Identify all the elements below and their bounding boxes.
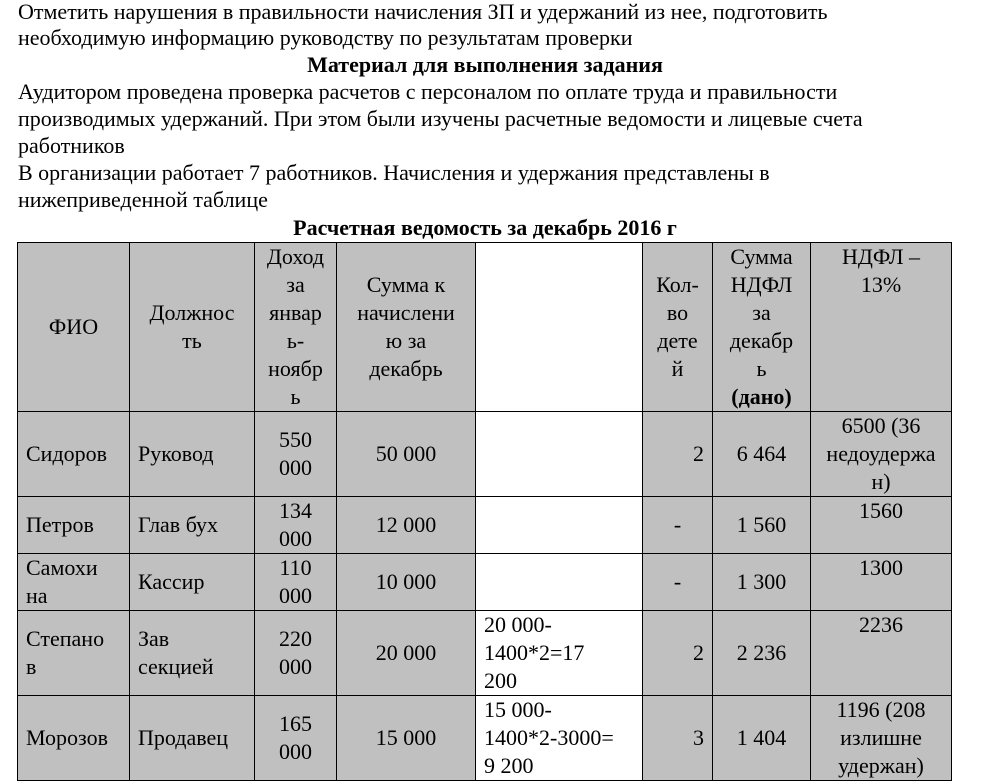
cell-fio: Морозов: [18, 696, 130, 781]
cell-position: Глав бух: [130, 497, 255, 554]
table-row: [18, 497, 952, 554]
cell-ndfl-13: 6500 (36 недоудержа н): [811, 412, 952, 497]
cell-income: 220 000: [255, 611, 337, 696]
header-ndfl-december: Сумма НДФЛ за декабр ь (дано): [713, 243, 811, 412]
intro-line-6: В организации работает 7 работников. Начисления и удержания представлены в: [18, 160, 770, 185]
cell-position: Руковод: [130, 412, 255, 497]
cell-ndfl-13: 1196 (208 излишне удержан): [811, 696, 952, 781]
cell-fio: Степано в: [18, 611, 130, 696]
cell-calc: [476, 497, 643, 554]
cell-children: -: [643, 554, 713, 611]
payroll-table: [17, 242, 952, 781]
cell-children: 2: [643, 611, 713, 696]
cell-income: 165 000: [255, 696, 337, 781]
cell-ndfl-december: 1 560: [713, 497, 811, 554]
intro-line-4: производимых удержаний. При этом были изучены расчетные ведомости и лицевые счета: [18, 106, 863, 131]
cell-ndfl-december: 1 300: [713, 554, 811, 611]
cell-position: Зав секцией: [130, 611, 255, 696]
cell-children: 2: [643, 412, 713, 497]
header-income: Доход за январ ь- ноябр ь: [255, 243, 337, 412]
cell-ndfl-13: 1560: [811, 497, 952, 554]
cell-ndfl-december: 1 404: [713, 696, 811, 781]
cell-income: 550 000: [255, 412, 337, 497]
cell-ndfl-13: 1300: [811, 554, 952, 611]
cell-children: -: [643, 497, 713, 554]
cell-fio: Петров: [18, 497, 130, 554]
cell-income: 110 000: [255, 554, 337, 611]
header-fio: ФИО: [18, 243, 130, 412]
cell-children: 3: [643, 696, 713, 781]
cell-calc: [476, 554, 643, 611]
header-sum: Сумма к начислени ю за декабрь: [337, 243, 476, 412]
intro-line-5: работников: [18, 133, 125, 158]
header-children: Кол- во дете й: [643, 243, 713, 412]
cell-fio: Сидоров: [18, 412, 130, 497]
cell-calc: [476, 412, 643, 497]
cell-position: Кассир: [130, 554, 255, 611]
cell-ndfl-13: 2236: [811, 611, 952, 696]
cell-ndfl-december: 2 236: [713, 611, 811, 696]
table-header-row: [18, 243, 952, 412]
intro-line-7: нижеприведенной таблице: [18, 187, 268, 212]
table-row: [18, 412, 952, 497]
table-row: [18, 554, 952, 611]
intro-line-2: необходимую информацию руководству по результатам проверки: [18, 25, 633, 50]
cell-sum: 20 000: [337, 611, 476, 696]
header-position: Должнос ть: [130, 243, 255, 412]
section-heading: Материал для выполнения задания: [307, 52, 663, 77]
cell-fio: Самохи на: [18, 554, 130, 611]
cell-sum: 50 000: [337, 412, 476, 497]
cell-ndfl-december: 6 464: [713, 412, 811, 497]
header-blank: [476, 243, 643, 412]
table-title: Расчетная ведомость за декабрь 2016 г: [293, 215, 677, 240]
cell-calc: 20 000- 1400*2=17 200: [476, 611, 643, 696]
header-ndfl-13: НДФЛ – 13%: [811, 243, 952, 412]
intro-line-3: Аудитором проведена проверка расчетов с персоналом по оплате труда и правильности: [18, 79, 838, 104]
table-row: [18, 611, 952, 696]
cell-sum: 12 000: [337, 497, 476, 554]
cell-sum: 15 000: [337, 696, 476, 781]
cell-income: 134 000: [255, 497, 337, 554]
intro-line-1: Отметить нарушения в правильности начисления ЗП и удержаний из нее, подготовить: [18, 0, 828, 24]
cell-sum: 10 000: [337, 554, 476, 611]
cell-calc: 15 000- 1400*2-3000= 9 200: [476, 696, 643, 781]
table-row: [18, 696, 952, 781]
cell-position: Продавец: [130, 696, 255, 781]
